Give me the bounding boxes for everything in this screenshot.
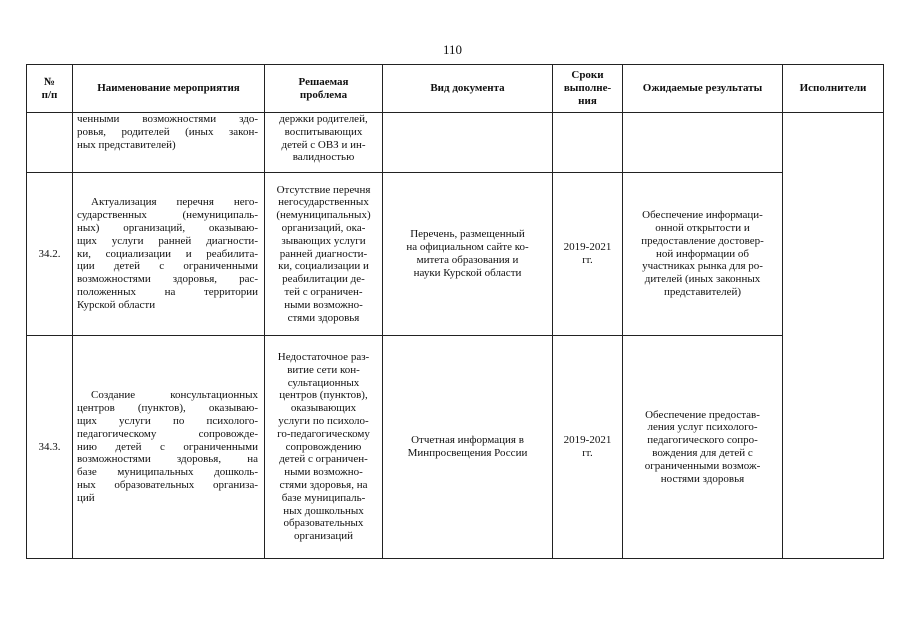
row-results	[623, 113, 783, 173]
terms-line: гг.	[582, 254, 593, 266]
header-terms	[553, 65, 623, 113]
problem-line: сультационных	[287, 376, 360, 389]
problem-line: валидностью	[292, 151, 355, 164]
problem-line: держки родителей,	[279, 113, 368, 125]
row-num	[27, 113, 73, 173]
name-line: педагогическому сопровожде-	[77, 427, 258, 440]
problem-line: тей с ограничен-	[284, 285, 363, 298]
doc-line: Минпросвещения России	[407, 447, 528, 459]
results-line: ной информации об	[655, 247, 750, 260]
problem-line: сопровождению	[285, 440, 362, 453]
problem-line: реабилитации де-	[282, 273, 365, 286]
doc-line: митета образования и	[416, 254, 519, 266]
problem-line: ными возможно-	[284, 466, 363, 479]
problem-line: Отсутствие перечня	[276, 183, 371, 196]
problem-line: ки, социализации и	[278, 260, 369, 273]
header-terms-line: ния	[578, 94, 597, 107]
name-line: положенных на территории	[77, 285, 258, 298]
row-doc	[383, 336, 553, 559]
doc-line: Отчетная информация в	[411, 434, 524, 447]
row-results	[623, 173, 783, 336]
header-doc: Вид документа	[383, 65, 553, 113]
results-line: предоставление достовер-	[641, 234, 764, 247]
header-num-line: п/п	[41, 88, 58, 101]
name-line: ных образовательных организа-	[77, 478, 258, 491]
header-problem	[265, 65, 383, 113]
header-executors: Исполнители	[783, 65, 884, 113]
row-num: 34.2.	[27, 173, 73, 336]
name-line: ченными возможностями здо-	[77, 113, 258, 125]
name-line: нию детей с ограниченными	[77, 440, 258, 453]
row-terms	[553, 173, 623, 336]
results-line: дителей (иных законных	[644, 273, 761, 286]
header-problem-line: проблема	[299, 88, 348, 101]
problem-line: ранней диагности-	[279, 247, 368, 260]
table-row	[27, 336, 884, 559]
name-line: ций	[77, 491, 95, 504]
results-line: педагогического сопро-	[647, 434, 758, 447]
problem-line: базе муниципаль-	[281, 491, 366, 504]
row-problem	[265, 173, 383, 336]
problem-line: организаций	[293, 530, 354, 543]
problem-line: ными возможно-	[284, 298, 363, 311]
table-row	[27, 173, 884, 336]
header-name: Наименование мероприятия	[73, 65, 265, 113]
page-number: 110	[442, 42, 463, 57]
name-line: ции детей с ограниченными	[77, 260, 258, 273]
row-problem	[265, 113, 383, 173]
problem-line: детей с ограничен-	[279, 453, 368, 466]
problem-line: негосударственных	[278, 196, 369, 209]
row-terms	[553, 336, 623, 559]
doc-line: науки Курской области	[413, 266, 522, 279]
problem-line: оказывающих	[290, 402, 357, 415]
problem-line: воспитывающих	[284, 125, 363, 138]
header-results: Ожидаемые результаты	[623, 65, 783, 113]
name-line: ных) организаций, оказываю-	[77, 222, 258, 234]
results-line: Обеспечение предостав-	[645, 408, 760, 421]
row-name	[73, 113, 265, 173]
name-line: базе муниципальных дошколь-	[77, 466, 258, 479]
header-problem-line: Решаемая	[298, 75, 349, 88]
doc-line: на официальном сайте ко-	[406, 241, 529, 254]
header-num-line: №	[43, 75, 56, 88]
name-line: центров (пунктов), оказываю-	[77, 402, 258, 415]
problem-line: витие сети кон-	[287, 363, 360, 376]
name-line: ровья, родителей (иных закон-	[77, 125, 258, 138]
name-line: щих услуги по психолого-	[77, 415, 258, 427]
problem-line: Недостаточное раз-	[277, 351, 370, 364]
measures-table	[26, 64, 884, 559]
results-line: ностями здоровья	[660, 472, 745, 485]
table-header-row	[27, 65, 884, 113]
results-line: онной открытости и	[655, 222, 750, 234]
header-terms-line: выполне-	[563, 82, 612, 95]
name-line: возможностями здоровья, рас-	[77, 273, 258, 286]
row-doc	[383, 173, 553, 336]
name-line: ки, социализации и реабилита-	[77, 247, 258, 260]
name-line: Создание консультационных	[91, 389, 258, 402]
name-line: щих услуги ранней диагности-	[77, 234, 258, 247]
problem-line: стями здоровья	[287, 311, 360, 324]
table-row	[27, 113, 884, 173]
results-line: Обеспечение информаци-	[642, 209, 763, 222]
row-terms	[553, 113, 623, 173]
results-line: ограниченными возмож-	[644, 459, 761, 472]
results-line: ления услуг психолого-	[647, 421, 758, 434]
row-results	[623, 336, 783, 559]
row-name	[73, 336, 265, 559]
name-line: возможностями здоровья, на	[77, 453, 258, 466]
row-problem	[265, 336, 383, 559]
problem-line: детей с ОВЗ и ин-	[281, 138, 366, 151]
problem-line: услуги по психоло-	[278, 415, 369, 427]
row-name	[73, 173, 265, 336]
problem-line: ных дошкольных	[283, 504, 364, 517]
executors-cell	[783, 113, 884, 559]
header-terms-line: Сроки	[571, 69, 604, 82]
problem-line: образовательных	[283, 517, 364, 530]
results-line: вождения для детей с	[652, 447, 753, 459]
header-num	[27, 65, 73, 113]
problem-line: зывающих услуги	[281, 234, 366, 247]
problem-line: (немуниципальных)	[276, 209, 371, 222]
row-doc	[383, 113, 553, 173]
results-line: представителей)	[663, 285, 742, 298]
problem-line: стями здоровья, на	[279, 478, 368, 491]
problem-line: го-педагогическому	[277, 427, 370, 440]
doc-line: Перечень, размещенный	[410, 228, 525, 241]
terms-line: гг.	[582, 447, 593, 459]
row-num: 34.3.	[27, 336, 73, 559]
name-line: сударственных (немуниципаль-	[77, 209, 258, 222]
problem-line: организаций, ока-	[281, 222, 366, 234]
results-line: участниках рынка для ро-	[642, 260, 763, 273]
problem-line: центров (пунктов),	[279, 389, 368, 402]
name-line: Курской области	[77, 298, 156, 311]
name-line: ных представителей)	[77, 138, 176, 151]
terms-line: 2019-2021	[563, 241, 612, 254]
terms-line: 2019-2021	[563, 434, 612, 447]
name-line: Актуализация перечня него-	[91, 196, 258, 209]
